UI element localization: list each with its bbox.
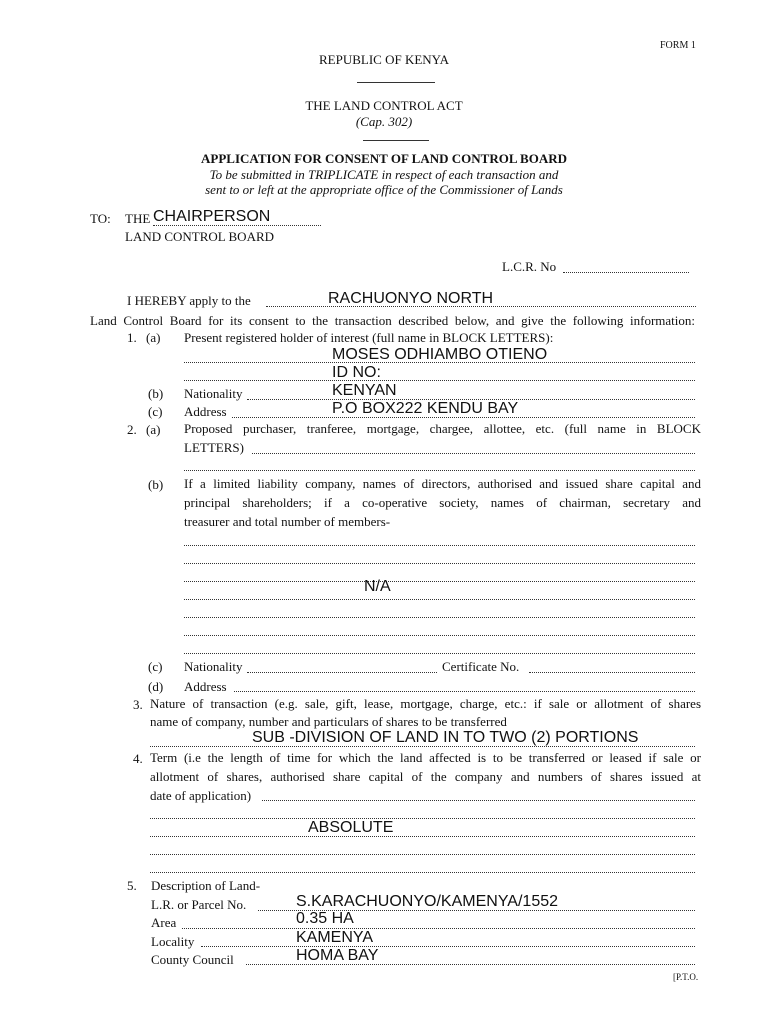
- s2-address-label: Address: [184, 679, 227, 694]
- s1b-label: (b): [148, 386, 164, 401]
- board-label: LAND CONTROL BOARD: [125, 229, 275, 244]
- parcel-label: L.R. or Parcel No.: [151, 897, 247, 912]
- s2a-text-1: Proposed purchaser, tranferee, mortgage, chargee, allottee, etc. (full name in BLOCK: [184, 421, 701, 436]
- area-label: Area: [151, 915, 177, 930]
- s2-address-field[interactable]: [234, 691, 695, 692]
- purchaser-line-2[interactable]: [184, 470, 695, 471]
- s2-nationality-field[interactable]: [247, 672, 437, 673]
- header-rule-1: [357, 82, 435, 83]
- s2b-na-value[interactable]: N/A: [364, 578, 391, 595]
- term-line-3: [150, 836, 695, 837]
- header-rule-2: [363, 140, 429, 141]
- s3-text-2: name of company, number and particulars of shares to be transferred: [150, 714, 507, 729]
- cap-heading: (Cap. 302): [355, 114, 413, 129]
- act-heading: THE LAND CONTROL ACT: [305, 98, 463, 113]
- transaction-nature-value[interactable]: SUB -DIVISION OF LAND IN TO TWO (2) PORTIONS: [252, 729, 639, 746]
- form-title: APPLICATION FOR CONSENT OF LAND CONTROL BOARD: [201, 151, 567, 166]
- s4-text-2: allotment of shares, authorised share capital of the company and numbers of shares issued at: [150, 769, 701, 784]
- s2a-label: (a): [146, 422, 161, 437]
- s4-text-1: Term (i.e the length of time for which the land affected is to be transferred or leased if sale or: [150, 750, 701, 765]
- members-line-5[interactable]: [184, 617, 695, 618]
- locality-value[interactable]: KAMENYA: [296, 929, 374, 946]
- term-line-5[interactable]: [150, 872, 695, 873]
- members-line-4[interactable]: [184, 599, 695, 600]
- chairperson-value[interactable]: CHAIRPERSON: [153, 208, 271, 225]
- s2c-label: (c): [148, 659, 163, 674]
- s1a-label: (a): [146, 330, 161, 345]
- term-line-1[interactable]: [262, 800, 695, 801]
- members-line-7[interactable]: [184, 653, 695, 654]
- certificate-field[interactable]: [529, 672, 695, 673]
- members-line-2[interactable]: [184, 563, 695, 564]
- s2-num: 2.: [127, 422, 137, 437]
- s1a-text: Present registered holder of interest (full name in BLOCK LETTERS):: [184, 330, 554, 345]
- purchaser-line-1[interactable]: [252, 453, 695, 454]
- council-label: County Council: [151, 952, 234, 967]
- id-no-value[interactable]: ID NO:: [332, 364, 381, 381]
- s1-num: 1.: [127, 330, 137, 345]
- s1c-label: (c): [148, 404, 163, 419]
- members-line-6[interactable]: [184, 635, 695, 636]
- s2b-text-3: treasurer and total number of members-: [184, 514, 391, 529]
- board-name-value[interactable]: RACHUONYO NORTH: [328, 290, 494, 307]
- s3-num: 3.: [133, 697, 143, 712]
- s5-title: Description of Land-: [151, 878, 261, 893]
- s2a-text-2: LETTERS): [184, 440, 244, 455]
- members-line-3[interactable]: [184, 581, 695, 582]
- s2d-label: (d): [148, 679, 164, 694]
- consent-text: Land Control Board for its consent to the transaction described below, and give the following information:: [90, 313, 695, 328]
- s4-num: 4.: [133, 751, 143, 766]
- the-label: THE: [125, 211, 151, 226]
- s4-text-3: date of application): [150, 788, 252, 803]
- members-line-1[interactable]: [184, 545, 695, 546]
- s2b-label: (b): [148, 477, 164, 492]
- s2-nationality-label: Nationality: [184, 659, 243, 674]
- certificate-label: Certificate No.: [442, 659, 520, 674]
- holder-name-value[interactable]: MOSES ODHIAMBO OTIENO: [332, 346, 548, 363]
- s1-nationality-value[interactable]: KENYAN: [332, 382, 397, 399]
- pto-note: [P.T.O.: [673, 972, 699, 982]
- lcr-label: L.C.R. No: [502, 259, 557, 274]
- form-subtitle-1: To be submitted in TRIPLICATE in respect of each transaction and: [209, 167, 559, 182]
- term-value[interactable]: ABSOLUTE: [308, 819, 394, 836]
- area-line: [182, 928, 695, 929]
- term-line-4[interactable]: [150, 854, 695, 855]
- locality-label: Locality: [151, 934, 195, 949]
- s3-text-1: Nature of transaction (e.g. sale, gift, lease, mortgage, charge, etc.: if sale or allotment of shares: [150, 696, 701, 711]
- apply-text: I HEREBY apply to the: [127, 293, 251, 308]
- form-number: FORM 1: [660, 40, 696, 51]
- term-line-2[interactable]: [150, 818, 695, 819]
- locality-line: [201, 946, 695, 947]
- s1-address-value[interactable]: P.O BOX222 KENDU BAY: [332, 400, 519, 417]
- parcel-value[interactable]: S.KARACHUONYO/KAMENYA/1552: [296, 893, 559, 910]
- s1-nationality-label: Nationality: [184, 386, 243, 401]
- council-value[interactable]: HOMA BAY: [296, 947, 379, 964]
- lcr-field[interactable]: [563, 272, 689, 273]
- s2b-text-2: principal shareholders; if a co-operative society, names of chairman, secretary and: [184, 495, 701, 510]
- area-value[interactable]: 0.35 HA: [296, 910, 354, 927]
- to-label: TO:: [90, 211, 111, 226]
- s5-num: 5.: [127, 878, 137, 893]
- form-subtitle-2: sent to or left at the appropriate office of the Commissioner of Lands: [205, 182, 563, 197]
- holder-line-2: [184, 380, 695, 381]
- republic-heading: REPUBLIC OF KENYA: [318, 52, 449, 67]
- s1-address-label: Address: [184, 404, 227, 419]
- s2b-text-1: If a limited liability company, names of directors, authorised and issued share capital and: [184, 476, 701, 491]
